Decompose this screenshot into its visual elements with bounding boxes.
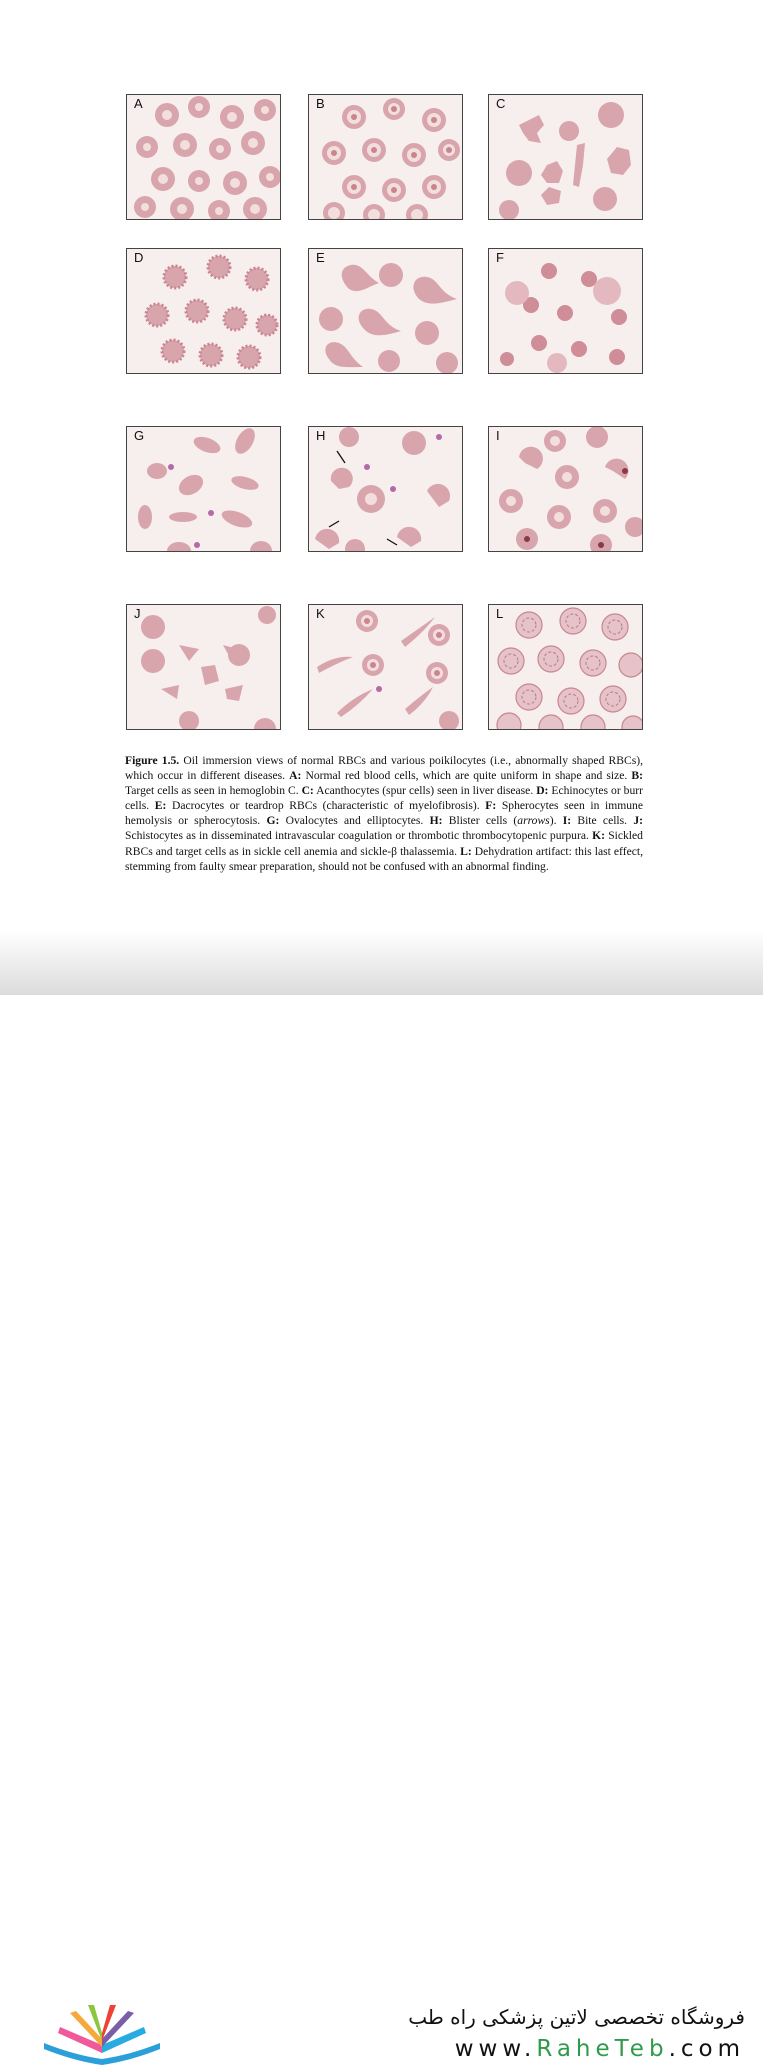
caption-key: G: xyxy=(266,814,280,828)
caption-text: Ovalocytes and elliptocytes. xyxy=(279,814,430,828)
panel-label: G xyxy=(134,428,145,443)
caption-text: Echinocytes or burr cells. xyxy=(125,784,643,813)
caption-key: L: xyxy=(460,844,472,858)
caption-intro: Oil immersion views of normal RBCs and various poikilocytes (i.e., abnormally shaped RBCs), which occur in different diseases. xyxy=(125,754,643,783)
caption-italic: arrows xyxy=(517,814,550,828)
page-shadow xyxy=(0,930,763,1000)
caption-key: A: xyxy=(289,769,302,783)
panel-label: B xyxy=(316,96,325,111)
panel-e xyxy=(308,248,463,374)
figure-caption xyxy=(125,753,643,874)
dacrocyte-micrograph xyxy=(309,249,463,374)
document-page xyxy=(0,0,763,995)
acanthocyte-micrograph xyxy=(489,95,643,220)
panel-label: J xyxy=(134,606,141,621)
site-suffix: .com xyxy=(668,2036,745,2062)
caption-key: C: xyxy=(301,784,314,798)
figure-label: Figure 1.5. xyxy=(125,754,180,767)
panel-label: I xyxy=(496,428,500,443)
caption-text: Target cells as seen in hemoglobin C. xyxy=(125,784,302,798)
caption-key: K: xyxy=(592,829,605,843)
blister-cell-micrograph xyxy=(309,427,463,552)
caption-text: Dacrocytes or teardrop RBCs (characteristic of myelofibrosis). xyxy=(166,799,486,813)
panel-label: K xyxy=(316,606,325,621)
panel-label: A xyxy=(134,96,143,111)
target-cell-micrograph xyxy=(309,95,463,220)
bite-cell-micrograph xyxy=(489,427,643,552)
site-url[interactable] xyxy=(400,2036,745,2062)
panel-g xyxy=(126,426,281,552)
panel-f xyxy=(488,248,643,374)
panel-a xyxy=(126,94,281,220)
panel-label: F xyxy=(496,250,504,265)
site-prefix: www. xyxy=(454,2036,537,2062)
caption-text: ). xyxy=(549,814,563,828)
caption-key: J: xyxy=(633,814,643,828)
shop-title: فروشگاه تخصصی لاتین پزشکی راه طب xyxy=(408,2005,745,2029)
echinocyte-micrograph xyxy=(127,249,281,374)
caption-text: Spherocytes seen in immune hemolysis or spherocytosis. xyxy=(125,799,643,828)
caption-text: Bite cells. xyxy=(571,814,634,828)
caption-key: E: xyxy=(154,799,167,813)
panel-label: C xyxy=(496,96,506,111)
sickle-cell-micrograph xyxy=(309,605,463,730)
caption-key: F: xyxy=(485,799,497,813)
panel-k xyxy=(308,604,463,730)
site-brand: RaheTeb xyxy=(536,2036,669,2062)
caption-key: B: xyxy=(631,769,643,783)
caption-text: Dehydration artifact: this last effect, stemming from faulty smear preparation, should not be confused with an abnormal finding. xyxy=(125,844,643,873)
panel-c xyxy=(488,94,643,220)
elliptocyte-micrograph xyxy=(127,427,281,552)
caption-text: Schistocytes as in disseminated intravascular coagulation or thrombotic thrombocytopenic purpura. xyxy=(125,829,593,843)
caption-key: D: xyxy=(536,784,549,798)
footer-banner xyxy=(0,995,763,2062)
open-book-logo-icon xyxy=(40,2003,165,2065)
panel-b xyxy=(308,94,463,220)
caption-text: Blister cells ( xyxy=(442,814,518,828)
panel-i xyxy=(488,426,643,552)
panel-h xyxy=(308,426,463,552)
dehydration-artifact-micrograph xyxy=(489,605,643,730)
panel-label: H xyxy=(316,428,326,443)
spherocyte-micrograph xyxy=(489,249,643,374)
panel-label: E xyxy=(316,250,325,265)
caption-text: Acanthocytes (spur cells) seen in liver disease. xyxy=(313,784,537,798)
caption-key: I: xyxy=(562,814,572,828)
normal-rbc-micrograph xyxy=(127,95,281,220)
caption-key: H: xyxy=(429,814,443,828)
panel-label: D xyxy=(134,250,144,265)
caption-text: Normal red blood cells, which are quite uniform in shape and size. xyxy=(301,769,632,783)
panel-label: L xyxy=(496,606,504,621)
caption-text: Sickled RBCs and target cells as in sickle cell anemia and sickle-β thalassemia. xyxy=(125,829,643,858)
panel-j xyxy=(126,604,281,730)
panel-d xyxy=(126,248,281,374)
schistocyte-micrograph xyxy=(127,605,281,730)
panel-l xyxy=(488,604,643,730)
